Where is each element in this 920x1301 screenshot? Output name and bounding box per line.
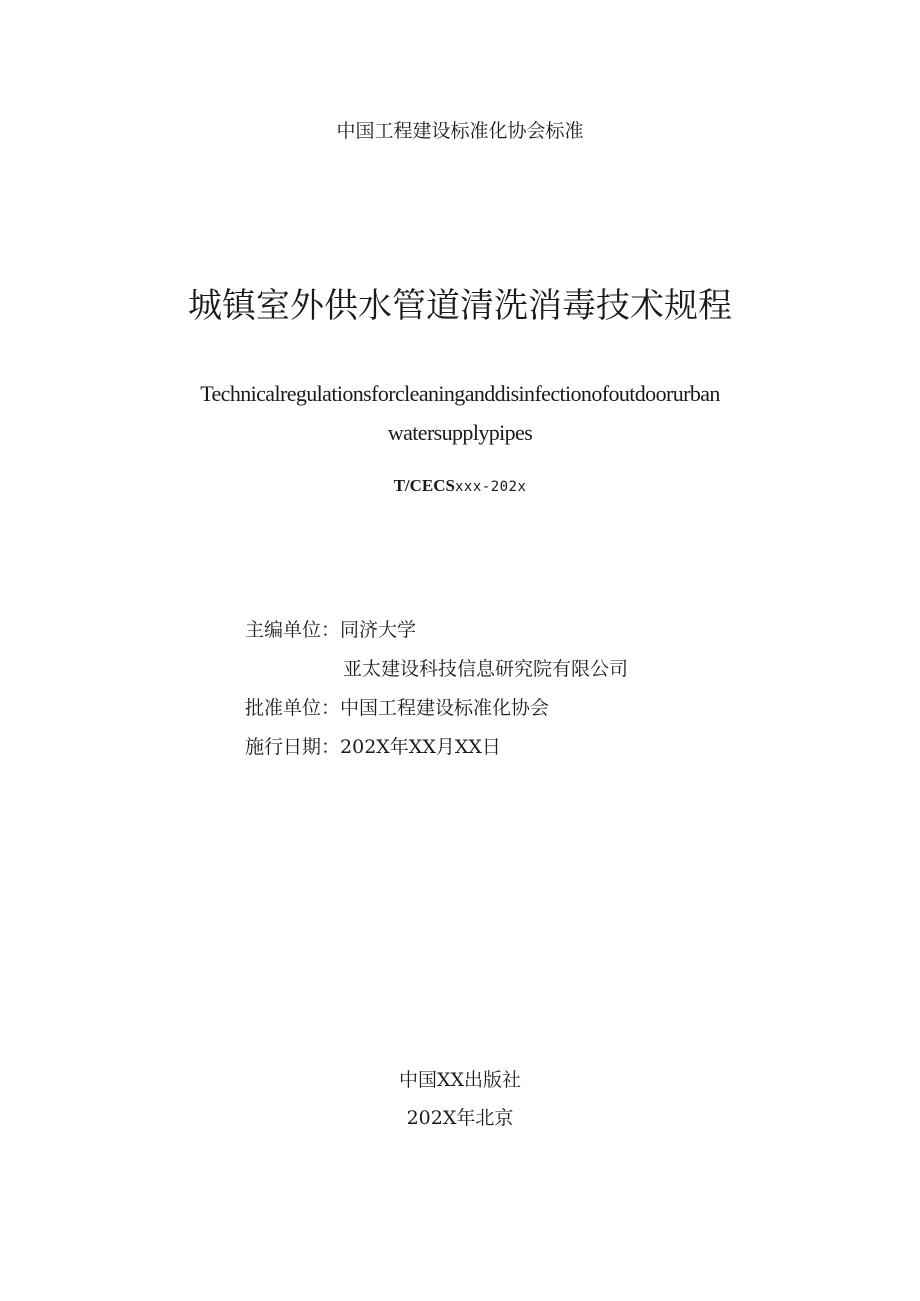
chief-editor-unit-2: 亚太建设科技信息研究院有限公司 (343, 658, 629, 680)
approver-unit: 中国工程建设标准化协会 (340, 697, 550, 719)
document-title-english-line1: Technicalregulationsforcleaninganddisinfectionofoutdoorurban (200, 381, 720, 406)
chief-editor-label: 主编单位： (245, 619, 341, 641)
document-title-english-line2: watersupplypipes (387, 420, 533, 445)
document-title-chinese: 城镇室外供水管道清洗消毒技术规程 (188, 286, 732, 326)
chief-editor-unit-1: 同济大学 (340, 619, 417, 641)
standard-code (0, 476, 920, 496)
publisher-name: 中国XX出版社 (398, 1069, 522, 1091)
approver-label: 批准单位： (245, 697, 341, 719)
effective-date-value: 202X年XX月XX日 (340, 736, 501, 758)
publication-year-place: 202X年北京 (406, 1107, 514, 1129)
chief-editor-row (245, 617, 628, 656)
chief-editor-row-2 (245, 656, 628, 695)
effective-date-row (245, 734, 628, 773)
issuer-standard-heading: 中国工程建设标准化协会标准 (336, 120, 584, 142)
standard-code-suffix: xxx-202x (454, 479, 527, 495)
standard-code-prefix: T/CECS (393, 476, 455, 495)
approver-row (245, 695, 628, 734)
effective-date-label: 施行日期： (245, 736, 341, 758)
publication-info (245, 617, 628, 773)
